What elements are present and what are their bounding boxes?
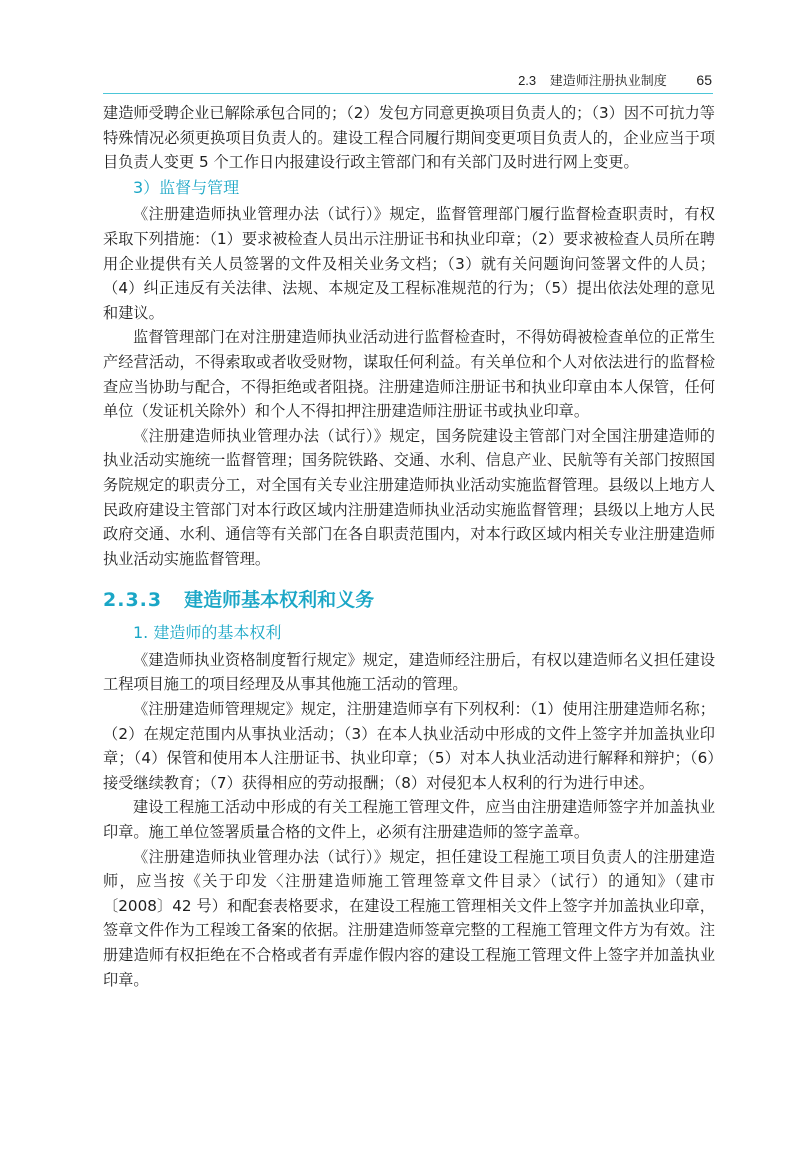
running-header	[518, 70, 712, 89]
header-rule	[103, 93, 713, 94]
header-section-title: 建造师注册执业制度	[549, 73, 667, 88]
page-header	[0, 0, 800, 95]
section-title: 建造师基本权利和义务	[184, 589, 375, 612]
subheading-supervision: 3）监督与管理	[133, 177, 240, 197]
header-section-number: 2.3	[518, 73, 537, 88]
paragraph-supervision-authority: 《注册建造师执业管理办法（试行）》规定，国务院建设主管部门对全国注册建造师的执业活动实施统一监督管理；国务院铁路、交通、水利、信息产业、民航等有关部门按照国务院规定的职责分工，对全国有关专业注册建造师执业活动实施监督管理。县级以上地方人民政府建设主管部门对本行政区域内注册建造师执业活动实施监督管理；县级以上地方人民政府交通、水利、通信等有关部门在各自职责范围内，对本行政区域内相关专业注册建造师执业活动实施监督管理。	[103, 426, 715, 568]
paragraph-rights-list: 《注册建造师管理规定》规定，注册建造师享有下列权利：（1）使用注册建造师名称；（2）在规定范围内从事执业活动；（3）在本人执业活动中形成的文件上签字并加盖执业印章；（4）保管和使用本人注册证书、执业印章；（5）对本人执业活动进行解释和辩护；（6）接受继续教育；（7）获得相应的劳动报酬；（8）对侵犯本人权利的行为进行申述。	[103, 700, 715, 792]
paragraph-rights-interim: 《建造师执业资格制度暂行规定》规定，建造师经注册后，有权以建造师名义担任建设工程项目施工的项目经理及从事其他施工活动的管理。	[103, 650, 715, 694]
section-number: 2.3.3	[103, 589, 163, 612]
paragraph-supervision-measures: 《注册建造师执业管理办法（试行）》规定，监督管理部门履行监督检查职责时，有权采取下列措施：（1）要求被检查人员出示注册证书和执业印章；（2）要求被检查人员所在聘用企业提供有关人员签署的文件及相关业务文档；（3）就有关问题询问签署文件的人员；（4）纠正违反有关法律、法规、本规定及工程标准规范的行为；（5）提出依法处理的意见和建议。	[103, 205, 715, 322]
page-body	[103, 101, 715, 992]
page-number: 65	[696, 72, 712, 88]
subheading-rights: 1. 建造师的基本权利	[133, 623, 282, 643]
paragraph-rights-signing: 建设工程施工活动中形成的有关工程施工管理文件，应当由注册建造师签字并加盖执业印章。施工单位签署质量合格的文件上，必须有注册建造师的签字盖章。	[103, 798, 715, 842]
section-heading	[103, 587, 715, 613]
paragraph-continuation: 建造师受聘企业已解除承包合同的；（2）发包方同意更换项目负责人的；（3）因不可抗力等特殊情况必须更换项目负责人的。建设工程合同履行期间变更项目负责人的，企业应当于项目负责人变更 5 个工作日内报建设行政主管部门和有关部门及时进行网上变更。	[103, 104, 715, 172]
paragraph-supervision-conduct: 监督管理部门在对注册建造师执业活动进行监督检查时，不得妨碍被检查单位的正常生产经营活动，不得索取或者收受财物，谋取任何利益。有关单位和个人对依法进行的监督检查应当协助与配合，不得拒绝或者阻挠。注册建造师注册证书和执业印章由本人保管，任何单位（发证机关除外）和个人不得扣押注册建造师注册证书或执业印章。	[103, 328, 715, 421]
paragraph-rights-seal: 《注册建造师执业管理办法（试行）》规定，担任建设工程施工项目负责人的注册建造师，应当按《关于印发〈注册建造师施工管理签章文件目录〉（试行）的通知》（建市〔2008〕42 号）和配套表格要求，在建设工程施工管理相关文件上签字并加盖执业印章，签章文件作为工程竣工备案的依据。注册建造师签章完整的工程施工管理文件方为有效。注册建造师有权拒绝在不合格或者有弄虚作假内容的建设工程施工管理文件上签字并加盖执业印章。	[103, 847, 715, 989]
